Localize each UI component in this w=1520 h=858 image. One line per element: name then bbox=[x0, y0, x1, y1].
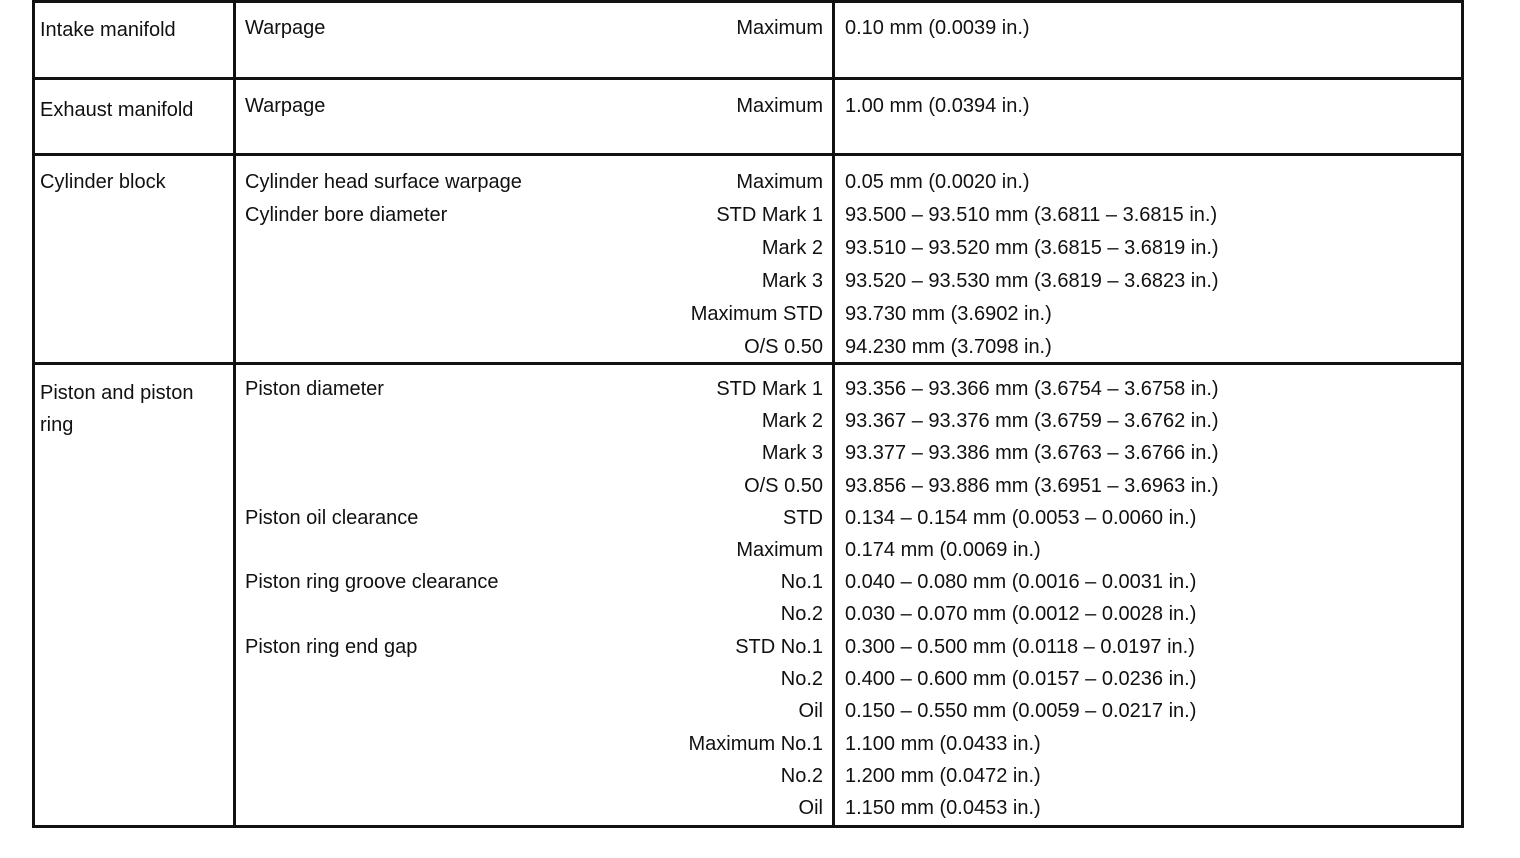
component-label: Exhaust manifold bbox=[40, 99, 194, 121]
spec-row bbox=[35, 792, 1461, 824]
spec-item: Cylinder head surface warpage bbox=[245, 171, 522, 193]
spec-value: 94.230 mm (3.7098 in.) bbox=[845, 336, 1052, 358]
spec-condition: Mark 2 bbox=[761, 410, 823, 432]
spec-condition: STD Mark 1 bbox=[716, 378, 823, 400]
component-label: Piston and piston ring bbox=[40, 382, 194, 436]
spec-value: 93.500 – 93.510 mm (3.6811 – 3.6815 in.) bbox=[845, 204, 1218, 226]
spec-condition: Mark 3 bbox=[761, 442, 823, 464]
spec-value: 0.174 mm (0.0069 in.) bbox=[845, 539, 1041, 561]
spec-condition: STD bbox=[783, 507, 823, 529]
spec-condition: No.2 bbox=[780, 765, 823, 787]
spec-row bbox=[35, 663, 1461, 695]
spec-condition: STD Mark 1 bbox=[716, 204, 823, 226]
spec-row bbox=[35, 631, 1461, 663]
section-piston-and-piston-ring bbox=[35, 365, 1461, 825]
spec-item: Piston diameter bbox=[245, 378, 384, 400]
spec-condition: Mark 2 bbox=[761, 237, 823, 259]
spec-condition: Oil bbox=[798, 797, 823, 819]
spec-row bbox=[35, 598, 1461, 630]
spec-condition: No.2 bbox=[780, 668, 823, 690]
spec-item: Warpage bbox=[245, 95, 326, 117]
spec-row bbox=[35, 405, 1461, 437]
spec-value: 93.730 mm (3.6902 in.) bbox=[845, 303, 1052, 325]
spec-row bbox=[35, 199, 1461, 231]
spec-value: 0.10 mm (0.0039 in.) bbox=[845, 17, 1030, 39]
spec-item: Piston ring groove clearance bbox=[245, 571, 499, 593]
spec-value: 0.400 – 0.600 mm (0.0157 – 0.0236 in.) bbox=[845, 668, 1197, 690]
spec-condition: No.2 bbox=[780, 603, 823, 625]
spec-row bbox=[35, 470, 1461, 502]
spec-row bbox=[35, 502, 1461, 534]
spec-row bbox=[35, 166, 1461, 198]
section-intake-manifold bbox=[35, 0, 1461, 77]
spec-condition: Maximum STD bbox=[690, 303, 823, 325]
section-exhaust-manifold bbox=[35, 80, 1461, 153]
spec-value: 93.856 – 93.886 mm (3.6951 – 3.6963 in.) bbox=[845, 475, 1219, 497]
spec-condition: Maximum bbox=[736, 95, 823, 117]
spec-value: 93.520 – 93.530 mm (3.6819 – 3.6823 in.) bbox=[845, 270, 1219, 292]
spec-item: Piston oil clearance bbox=[245, 507, 419, 529]
spec-value: 0.134 – 0.154 mm (0.0053 – 0.0060 in.) bbox=[845, 507, 1197, 529]
spec-value: 1.100 mm (0.0433 in.) bbox=[845, 733, 1041, 755]
spec-value: 93.367 – 93.376 mm (3.6759 – 3.6762 in.) bbox=[845, 410, 1219, 432]
spec-condition: No.1 bbox=[780, 571, 823, 593]
spec-value: 0.030 – 0.070 mm (0.0012 – 0.0028 in.) bbox=[845, 603, 1197, 625]
spec-row bbox=[35, 331, 1461, 363]
spec-row bbox=[35, 566, 1461, 598]
spec-value: 0.150 – 0.550 mm (0.0059 – 0.0217 in.) bbox=[845, 700, 1197, 722]
spec-value: 0.05 mm (0.0020 in.) bbox=[845, 171, 1030, 193]
spec-condition: Maximum No.1 bbox=[688, 733, 823, 755]
spec-condition: O/S 0.50 bbox=[744, 475, 823, 497]
spec-row bbox=[35, 298, 1461, 330]
spec-row bbox=[35, 232, 1461, 264]
spec-row bbox=[35, 12, 1461, 44]
spec-condition: Maximum bbox=[736, 539, 823, 561]
spec-value: 1.200 mm (0.0472 in.) bbox=[845, 765, 1041, 787]
spec-condition: Mark 3 bbox=[761, 270, 823, 292]
spec-value: 0.040 – 0.080 mm (0.0016 – 0.0031 in.) bbox=[845, 571, 1197, 593]
component-label: Cylinder block bbox=[40, 171, 166, 193]
section-cylinder-block bbox=[35, 156, 1461, 362]
spec-row bbox=[35, 437, 1461, 469]
spec-item: Cylinder bore diameter bbox=[245, 204, 448, 226]
spec-condition: Maximum bbox=[736, 17, 823, 39]
spec-row bbox=[35, 760, 1461, 792]
spec-condition: Oil bbox=[798, 700, 823, 722]
spec-condition: STD No.1 bbox=[735, 636, 823, 658]
spec-value: 93.377 – 93.386 mm (3.6763 – 3.6766 in.) bbox=[845, 442, 1219, 464]
spec-row bbox=[35, 265, 1461, 297]
spec-row bbox=[35, 695, 1461, 727]
spec-row bbox=[35, 534, 1461, 566]
spec-row bbox=[35, 90, 1461, 122]
spec-row bbox=[35, 728, 1461, 760]
spec-condition: O/S 0.50 bbox=[744, 336, 823, 358]
spec-value: 0.300 – 0.500 mm (0.0118 – 0.0197 in.) bbox=[845, 636, 1195, 658]
spec-value: 1.150 mm (0.0453 in.) bbox=[845, 797, 1041, 819]
spec-condition: Maximum bbox=[736, 171, 823, 193]
spec-value: 93.356 – 93.366 mm (3.6754 – 3.6758 in.) bbox=[845, 378, 1219, 400]
component-label: Intake manifold bbox=[40, 19, 176, 41]
spec-item: Piston ring end gap bbox=[245, 636, 418, 658]
spec-value: 1.00 mm (0.0394 in.) bbox=[845, 95, 1030, 117]
spec-item: Warpage bbox=[245, 17, 326, 39]
spec-value: 93.510 – 93.520 mm (3.6815 – 3.6819 in.) bbox=[845, 237, 1219, 259]
spec-row bbox=[35, 373, 1461, 405]
